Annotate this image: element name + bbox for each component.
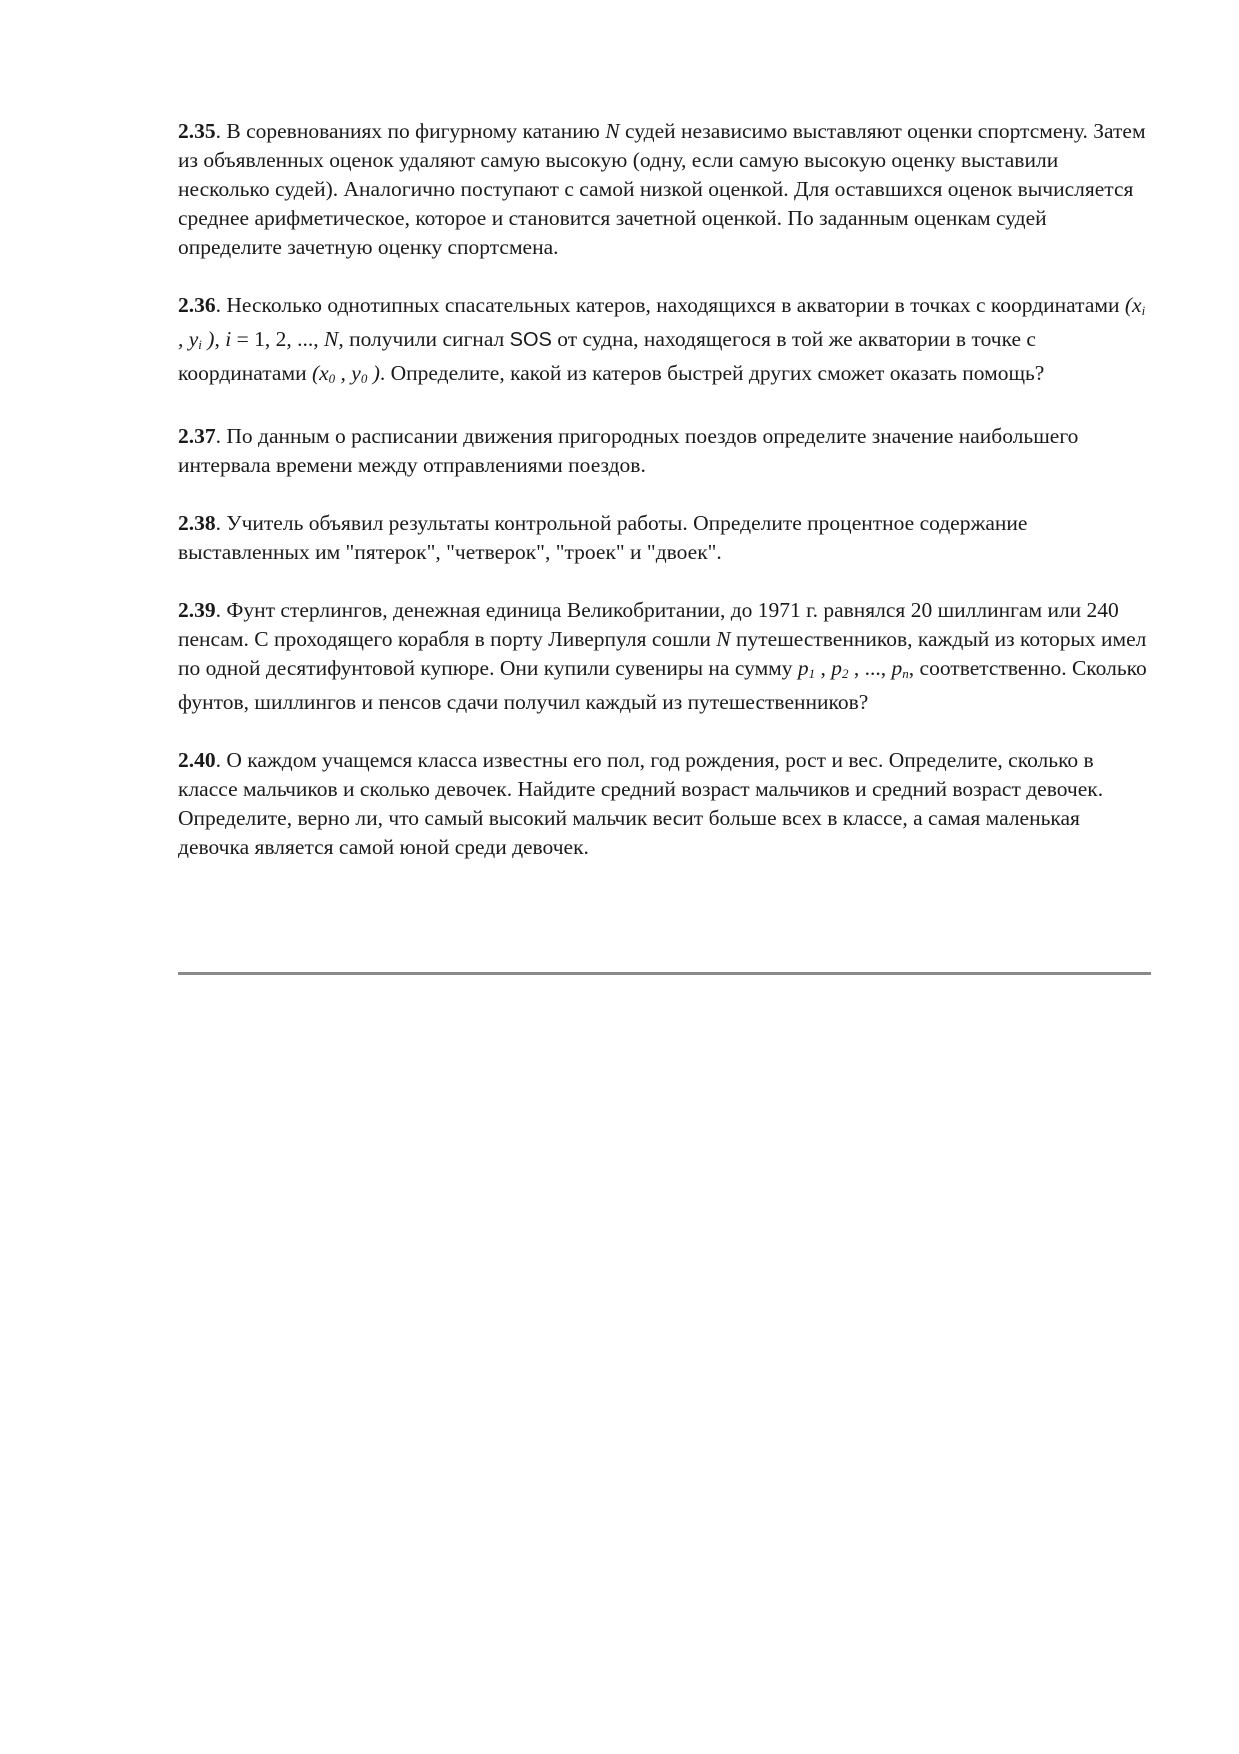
horizontal-divider — [178, 972, 1151, 975]
problem-2-36: 2.36. Несколько однотипных спасательных катеров, находящихся в акватории в точках с координатами ($x_i$ , $y_i$ ), i = 1, 2, ..., N, получили сигнал SOS от судна, находящегося в той же акватории в точке с координатами ($x_0$ , $y_0$ ). Определите, какой из катеров быстрей других сможет оказать помощь? — [178, 293, 1146, 386]
document-body — [178, 117, 1153, 891]
problem-number: 2.36 — [178, 293, 216, 317]
problem-number: 2.38 — [178, 511, 216, 535]
problem-number: 2.39 — [178, 598, 216, 622]
problem-2-37: 2.37. По данным о расписании движения пригородных поездов определите значение наибольшего интервала времени между отправлениями поездов. — [178, 424, 1079, 477]
problem-number: 2.37 — [178, 424, 216, 448]
problem-2-38: 2.38. Учитель объявил результаты контрольной работы. Определите процентное содержание выставленных им "пятерок", "четверок", "троек" и "двоек". — [178, 511, 1028, 564]
problem-number: 2.35 — [178, 119, 216, 143]
problem-number: 2.40 — [178, 748, 216, 772]
problem-2-40: 2.40. О каждом учащемся класса известны его пол, год рождения, рост и вес. Определите, сколько в классе мальчиков и сколько девочек. Найдите средний возраст мальчиков и средний возраст девочек. Определите, верно ли, что самый высокий мальчик весит больше всех в классе, а самая маленькая девочка является самой юной среди девочек. — [178, 748, 1104, 859]
problem-2-39: 2.39. Фунт стерлингов, денежная единица Великобритании, до 1971 г. равнялся 20 шиллингам или 240 пенсам. С проходящего корабля в порту Ливерпуля сошли N путешественников, каждый из которых имел по одной десятифунтовой купюре. Они купили сувениры на сумму $p_1$ , $p_2$ , ..., $p_n$, соответственно. Сколько фунтов, шиллингов и пенсов сдачи получил каждый из путешественников? — [178, 598, 1147, 714]
problem-2-35: 2.35. В соревнованиях по фигурному катанию N судей независимо выставляют оценки спортсмену. Затем из объявленных оценок удаляют самую высокую (одну, если самую высокую оценку выставили несколько судей). Аналогично поступают с самой низкой оценкой. Для оставшихся оценок вычисляется среднее арифметическое, которое и становится зачетной оценкой. По заданным оценкам судей определите зачетную оценку спортсмена. — [178, 119, 1146, 259]
